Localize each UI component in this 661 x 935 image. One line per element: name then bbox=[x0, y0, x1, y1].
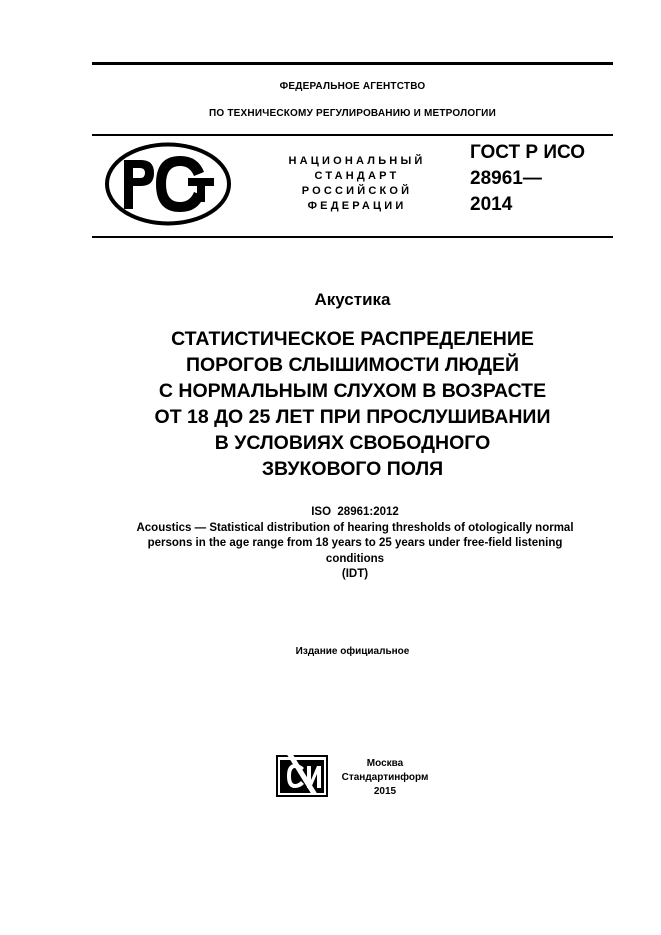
iso-reference-block bbox=[60, 505, 650, 583]
designation-line: 2014 bbox=[470, 194, 513, 215]
edition-label: Издание официальное bbox=[295, 646, 410, 657]
subject-heading: Акустика bbox=[314, 290, 391, 309]
english-title-line: Acoustics — Statistical distribution of hearing thresholds of otologically normal bbox=[136, 521, 574, 534]
publisher-name: Стандартинформ bbox=[341, 772, 429, 783]
national-line: СТАНДАРТ bbox=[314, 170, 400, 182]
title-line: В УСЛОВИЯХ СВОБОДНОГО bbox=[214, 432, 491, 454]
rst-logo-icon bbox=[104, 142, 232, 226]
national-line: НАЦИОНАЛЬНЫЙ bbox=[288, 155, 426, 167]
title-line: ПОРОГОВ СЛЫШИМОСТИ ЛЮДЕЙ bbox=[185, 354, 520, 376]
top-rule bbox=[92, 62, 613, 65]
english-title-line: persons in the age range from 18 years to 25 years under free-field listening bbox=[147, 537, 563, 549]
national-line: ФЕДЕРАЦИИ bbox=[307, 200, 407, 212]
national-line: РОССИЙСКОЙ bbox=[301, 185, 413, 197]
bottom-rule bbox=[92, 236, 613, 238]
publisher-block bbox=[330, 757, 440, 799]
standartinform-logo-icon bbox=[274, 750, 330, 798]
iso-number: ISO 28961:2012 bbox=[311, 506, 399, 518]
publisher-city: Москва bbox=[366, 758, 404, 769]
publication-year: 2015 bbox=[373, 786, 397, 797]
equivalence-mark: (IDT) bbox=[341, 568, 369, 580]
national-standard-label bbox=[262, 154, 452, 214]
document-title bbox=[92, 326, 613, 482]
english-title-line: conditions bbox=[325, 552, 385, 565]
designation-line: 28961— bbox=[470, 168, 542, 189]
designation-line: ГОСТ Р ИСО bbox=[470, 142, 586, 163]
standard-designation bbox=[470, 140, 620, 218]
title-line: ЗВУКОВОГО ПОЛЯ bbox=[261, 458, 444, 480]
title-line: С НОРМАЛЬНЫМ СЛУХОМ В ВОЗРАСТЕ bbox=[158, 380, 547, 402]
agency-line-2: ПО ТЕХНИЧЕСКОМУ РЕГУЛИРОВАНИЮ И МЕТРОЛОГИИ bbox=[209, 108, 496, 119]
agency-line-1: ФЕДЕРАЛЬНОЕ АГЕНТСТВО bbox=[279, 81, 426, 92]
title-line: ОТ 18 ДО 25 ЛЕТ ПРИ ПРОСЛУШИВАНИИ bbox=[154, 406, 551, 428]
middle-rule bbox=[92, 134, 613, 136]
title-line: СТАТИСТИЧЕСКОЕ РАСПРЕДЕЛЕНИЕ bbox=[171, 328, 534, 350]
